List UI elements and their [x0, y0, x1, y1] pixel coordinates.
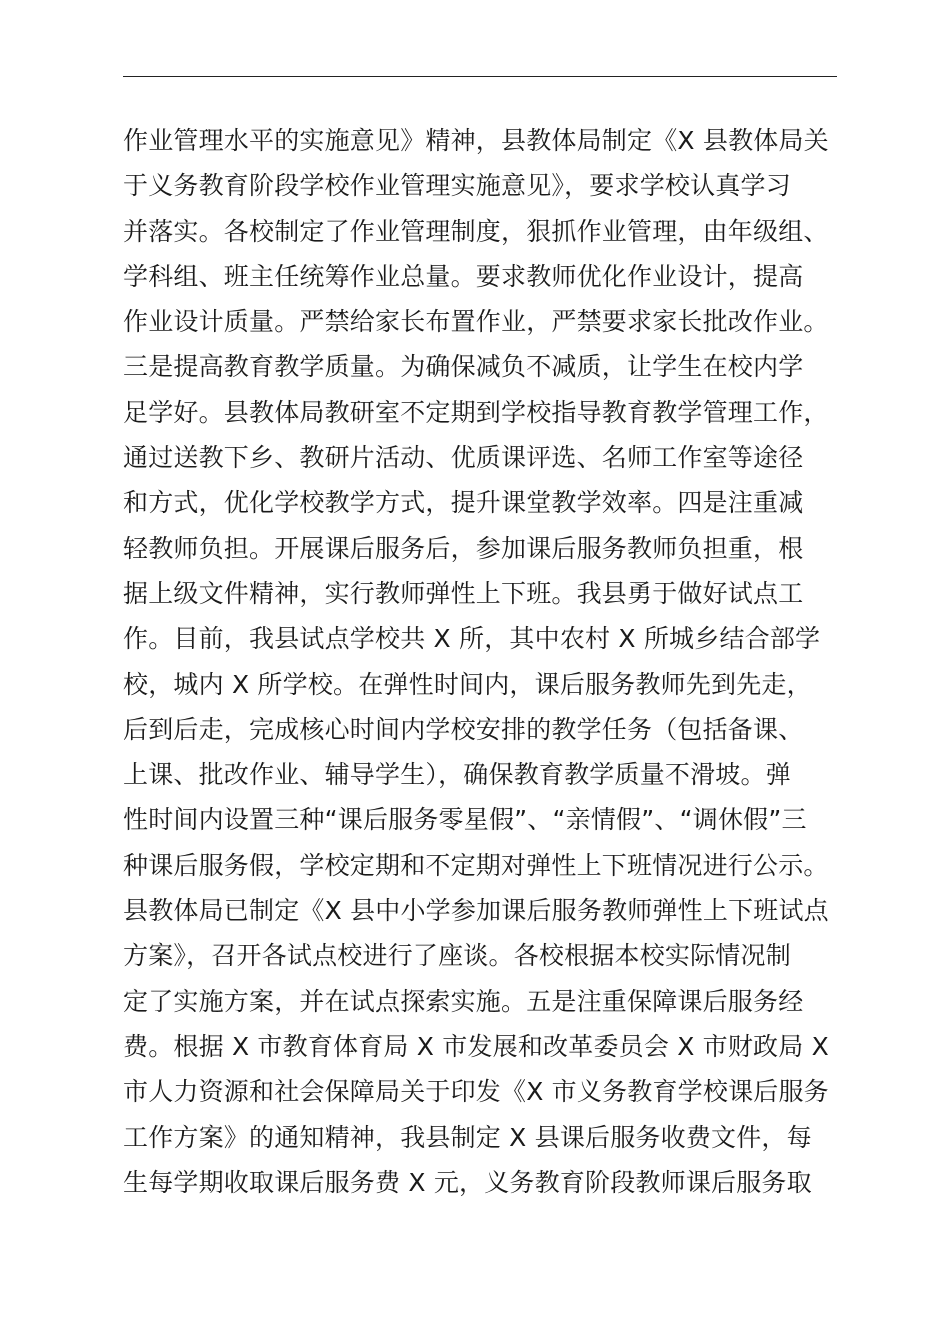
text-line: 市人力资源和社会保障局关于印发《X 市义务教育学校课后服务 — [123, 1077, 829, 1107]
text-line: 和方式，优化学校教学方式，提升课堂教学效率。四是注重减 — [123, 488, 804, 518]
text-line: 上课、批改作业、辅导学生），确保教育教学质量不滑坡。弹 — [123, 760, 791, 790]
text-line: 后到后走，完成核心时间内学校安排的教学任务（包括备课、 — [123, 714, 804, 744]
text-line: 通过送教下乡、教研片活动、优质课评选、名师工作室等途径 — [123, 443, 804, 473]
text-line: 种课后服务假，学校定期和不定期对弹性上下班情况进行公示。 — [123, 850, 829, 880]
text-line: 并落实。各校制定了作业管理制度，狠抓作业管理，由年级组、 — [123, 216, 829, 246]
text-line: 定了实施方案，并在试点探索实施。五是注重保障课后服务经 — [123, 986, 804, 1016]
text-line: 足学好。县教体局教研室不定期到学校指导教育教学管理工作， — [123, 397, 829, 427]
text-line: 作业管理水平的实施意见》精神，县教体局制定《X 县教体局关 — [123, 126, 829, 155]
text-line: 据上级文件精神，实行教师弹性上下班。我县勇于做好试点工 — [123, 578, 804, 608]
text-line: 作。目前，我县试点学校共 X 所，其中农村 X 所城乡结合部学 — [123, 624, 821, 654]
text-line: 校，城内 X 所学校。在弹性时间内，课后服务教师先到先走， — [123, 669, 812, 699]
text-line: 费。根据 X 市教育体育局 X 市发展和改革委员会 X 市财政局 X — [123, 1031, 829, 1061]
text-line: 于义务教育阶段学校作业管理实施意见》，要求学校认真学习 — [123, 171, 791, 201]
text-line: 方案》，召开各试点校进行了座谈。各校根据本校实际情况制 — [123, 941, 791, 971]
body-paragraph — [123, 118, 863, 1205]
header-rule — [123, 76, 837, 77]
text-line: 工作方案》的通知精神，我县制定 X 县课后服务收费文件，每 — [123, 1122, 812, 1152]
text-line: 作业设计质量。严禁给家长布置作业，严禁要求家长批改作业。 — [123, 307, 829, 337]
text-line: 性时间内设置三种“课后服务零星假”、“亲情假”、“调休假”三 — [123, 805, 807, 835]
text-line: 生每学期收取课后服务费 X 元，义务教育阶段教师课后服务取 — [123, 1167, 812, 1197]
text-line: 轻教师负担。开展课后服务后，参加课后服务教师负担重，根 — [123, 533, 804, 563]
text-line: 三是提高教育教学质量。为确保减负不减质，让学生在校内学 — [123, 352, 804, 382]
text-line: 县教体局已制定《X 县中小学参加课后服务教师弹性上下班试点 — [123, 896, 829, 926]
text-line: 学科组、班主任统筹作业总量。要求教师优化作业设计，提高 — [123, 261, 804, 291]
